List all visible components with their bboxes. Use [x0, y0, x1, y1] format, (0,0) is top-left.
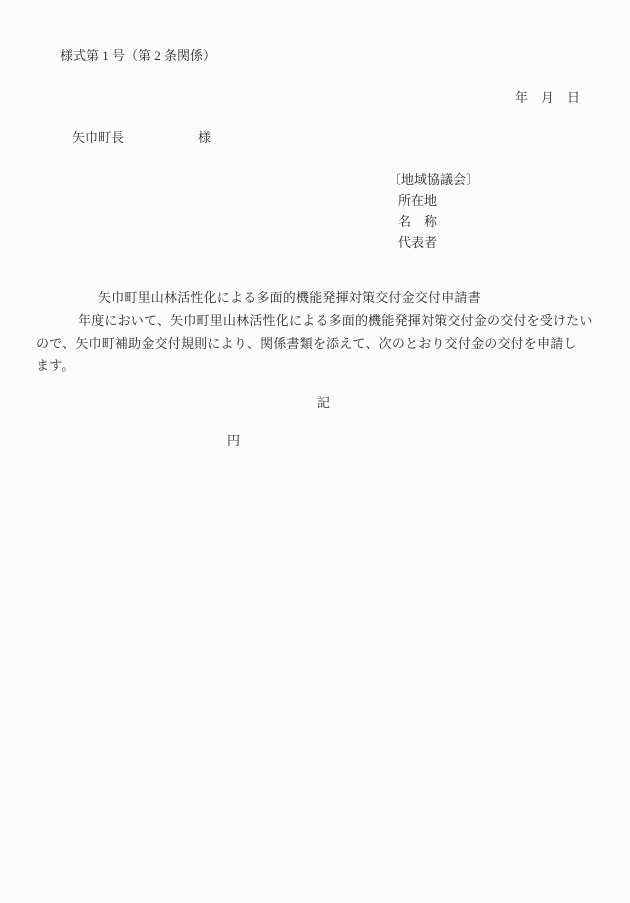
addressee-line [72, 131, 211, 144]
form-number: 様式第 1 号（第 2 条関係） [60, 48, 217, 63]
section-marker-ki: 記 [317, 395, 331, 410]
sender-field-representative: 代表者 [398, 235, 438, 250]
date-line: 年 月 日 [515, 90, 581, 105]
sender-field-name: 名 称 [398, 214, 438, 229]
body-line-3: ます。 [36, 358, 75, 373]
sender-block [388, 169, 479, 253]
body-line-1: 年度において、矢巾町里山林活性化による多面的機能発揮対策交付金の交付を受けたい [78, 313, 593, 328]
document-title: 矢巾町里山林活性化による多面的機能発揮対策交付金交付申請書 [98, 290, 481, 305]
body-paragraph [36, 310, 596, 378]
addressee-name: 矢巾町長 [72, 130, 125, 145]
sender-field-address: 所在地 [398, 193, 438, 208]
amount-unit-yen: 円 [227, 433, 241, 448]
addressee-honorific: 様 [198, 130, 212, 145]
body-line-2: ので、矢巾町補助金交付規則により、関係書類を添えて、次のとおり交付金の交付を申請し [36, 335, 577, 351]
sender-group-label: 〔地域協議会〕 [388, 172, 480, 187]
